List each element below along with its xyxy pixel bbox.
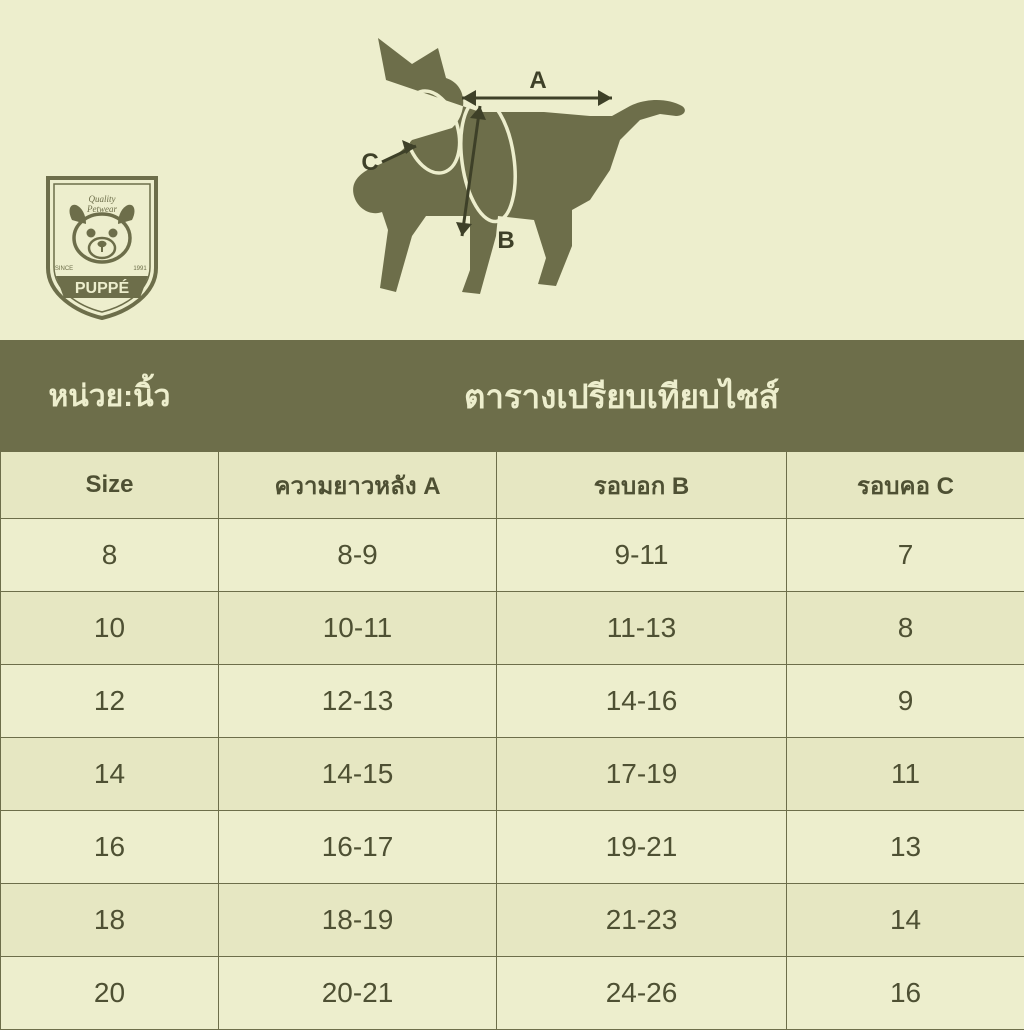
svg-text:Quality: Quality	[89, 194, 116, 204]
table-title: ตารางเปรียบเทียบไซส์	[219, 341, 1024, 452]
cell-back-length: 16-17	[219, 811, 497, 884]
cell-back-length: 12-13	[219, 665, 497, 738]
diagram-label-c: C	[361, 149, 378, 176]
dog-diagram	[320, 20, 720, 330]
table-row	[1, 592, 1024, 665]
column-header-size: Size	[1, 452, 219, 519]
cell-size: 12	[1, 665, 219, 738]
cell-back-length: 18-19	[219, 884, 497, 957]
cell-chest: 21-23	[497, 884, 787, 957]
cell-chest: 11-13	[497, 592, 787, 665]
cell-back-length: 14-15	[219, 738, 497, 811]
cell-size: 8	[1, 519, 219, 592]
diagram-label-a: A	[529, 67, 546, 94]
svg-text:SINCE: SINCE	[55, 266, 73, 272]
size-table	[0, 340, 1024, 1030]
cell-neck: 14	[787, 884, 1024, 957]
svg-text:1991: 1991	[133, 266, 147, 272]
cell-neck: 13	[787, 811, 1024, 884]
cell-neck: 11	[787, 738, 1024, 811]
column-header-back-length: ความยาวหลัง A	[219, 452, 497, 519]
cell-chest: 24-26	[497, 957, 787, 1030]
cell-back-length: 20-21	[219, 957, 497, 1030]
cell-size: 16	[1, 811, 219, 884]
table-row	[1, 811, 1024, 884]
size-table-block	[0, 340, 1024, 1030]
table-title-row	[1, 341, 1024, 452]
cell-size: 18	[1, 884, 219, 957]
brand-logo	[42, 172, 162, 322]
column-header-chest: รอบอก B	[497, 452, 787, 519]
diagram-label-b: B	[497, 227, 514, 254]
svg-text:Petwear: Petwear	[86, 204, 117, 214]
table-header-row	[1, 452, 1024, 519]
column-header-neck: รอบคอ C	[787, 452, 1024, 519]
cell-size: 10	[1, 592, 219, 665]
cell-chest: 9-11	[497, 519, 787, 592]
cell-neck: 8	[787, 592, 1024, 665]
cell-size: 14	[1, 738, 219, 811]
cell-chest: 17-19	[497, 738, 787, 811]
table-row	[1, 519, 1024, 592]
cell-chest: 19-21	[497, 811, 787, 884]
cell-chest: 14-16	[497, 665, 787, 738]
cell-back-length: 8-9	[219, 519, 497, 592]
svg-text:PUPPÉ: PUPPÉ	[75, 278, 130, 297]
table-row	[1, 884, 1024, 957]
unit-label: หน่วย:นิ้ว	[1, 341, 219, 452]
cell-neck: 16	[787, 957, 1024, 1030]
table-row	[1, 665, 1024, 738]
table-row	[1, 957, 1024, 1030]
table-row	[1, 738, 1024, 811]
cell-size: 20	[1, 957, 219, 1030]
cell-neck: 7	[787, 519, 1024, 592]
cell-neck: 9	[787, 665, 1024, 738]
cell-back-length: 10-11	[219, 592, 497, 665]
